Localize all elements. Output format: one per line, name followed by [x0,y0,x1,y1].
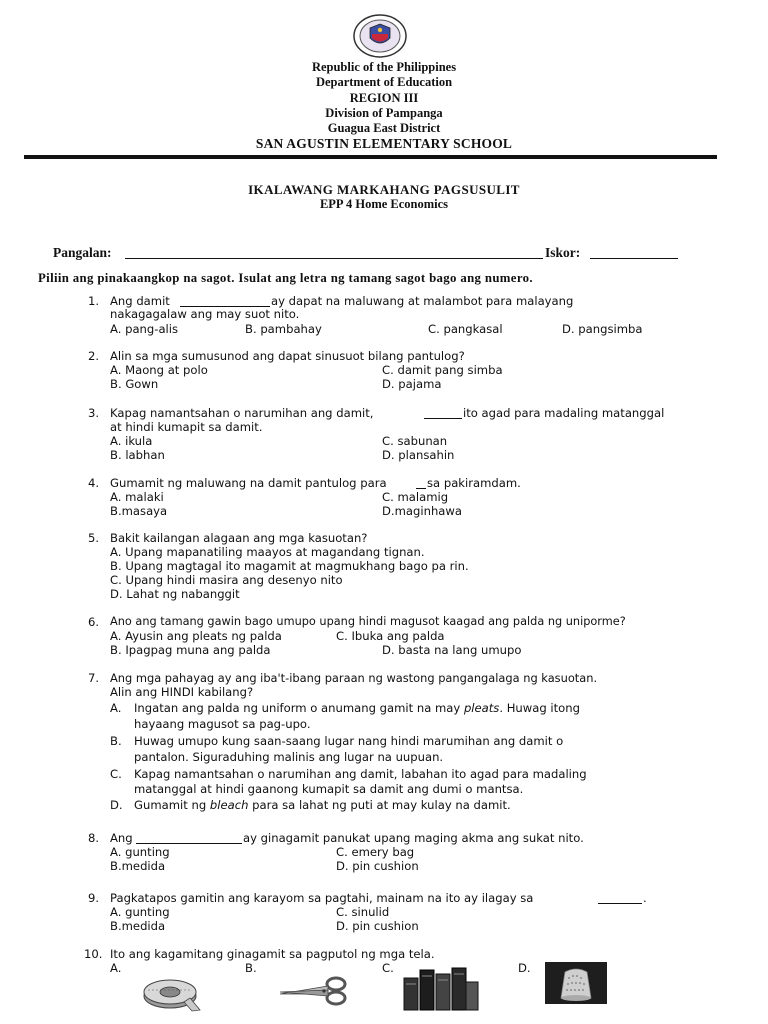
option-b-line2: pantalon. Siguraduhing malinis ang lugar na uupuan. [134,750,444,764]
header-department: Department of Education [315,75,453,89]
question-stem-cont: ay ginagamit panukat upang maging akma ang sukat nito. [243,831,584,845]
option-b: B. pambahay [245,322,322,336]
question-number: 3. [88,406,100,420]
option-c: C. sabunan [382,434,448,448]
option-c: C. damit pang simba [382,363,503,377]
question-number: 4. [88,476,100,490]
question-stem: Ang [110,831,133,845]
option-d: D. Lahat ng nabanggit [110,587,240,601]
option-a: A. [110,961,122,975]
option-a [134,701,580,715]
option-b: B.masaya [110,504,168,518]
option-a-letter: A. [110,701,122,715]
question-number: 5. [88,531,100,545]
question-stem: Ito ang kagamitang ginagamit sa pagputol ng mga tela. [110,947,435,961]
option-a-text: Ingatan ang palda ng uniform o anumang gamit na may [134,701,464,715]
question-stem: Gumamit ng maluwang na damit pantulog para [110,476,387,490]
name-blank[interactable] [125,258,543,259]
thread-spools-icon [400,964,480,1014]
option-c: C. Upang hindi masira ang desenyo nito [110,573,343,587]
question-number: 7. [88,671,100,685]
name-label: Pangalan: [53,245,112,260]
question-stem: Pagkatapos gamitin ang karayom sa pagtahi, mainam na ito ay ilagay sa [110,891,534,905]
question-stem-line2: at hindi kumapit sa damit. [110,420,263,434]
option-c: C. Ibuka ang palda [336,629,445,643]
score-blank[interactable] [590,258,678,259]
option-a: A. Upang mapanatiling maayos at magandang tignan. [110,545,425,559]
option-a: A. ikula [110,434,153,448]
question-stem-line2: Alin ang HINDI kabilang? [110,685,254,699]
header-republic: Republic of the Philippines [311,60,457,74]
exam-subtitle: EPP 4 Home Economics [319,197,449,211]
option-d: D. pangsimba [562,322,643,336]
question-number: 8. [88,831,100,845]
option-a: A. malaki [110,490,164,504]
question-stem-cont: ay dapat na maluwang at malambot para malayang [271,294,574,308]
option-a: A. gunting [110,905,170,919]
option-b: B. [245,961,257,975]
question-stem: Ano ang tamang gawin bago umupo upang hindi magusot kaagad ang palda ng uniporme? [110,615,626,628]
option-a: A. gunting [110,845,170,859]
header-region: REGION III [349,91,419,105]
option-b: B. Upang magtagal ito magamit at magmukhang bago pa rin. [110,559,469,573]
header-divider [24,155,717,159]
option-d: D. pin cushion [336,919,419,933]
exam-title: IKALAWANG MARKAHANG PAGSUSULIT [248,182,520,197]
option-c-line2: matanggal at hindi gaanong kumapit sa damit ang dumi o mantsa. [134,782,524,796]
option-c: Kapag namantsahan o narumihan ang damit, labahan ito agad para madaling [134,767,587,781]
option-c: C. [382,961,394,975]
option-b: B.medida [110,859,166,873]
answer-blank [136,843,242,844]
option-b-letter: B. [110,734,122,748]
option-b: Huwag umupo kung saan-saang lugar nang hindi marumihan ang damit o [134,734,564,748]
option-d: D. plansahin [382,448,455,462]
option-d-italic: bleach [209,798,249,812]
option-a: A. Maong at polo [110,363,208,377]
name-score-row [38,245,678,263]
option-c: C. emery bag [336,845,415,859]
question-stem-cont: sa pakiramdam. [427,476,521,490]
option-d-letter: D. [110,798,123,812]
option-c: C. pangkasal [428,322,503,336]
question-number: 6. [88,615,100,629]
question-stem: Alin sa mga sumusunod ang dapat sinusuot bilang pantulog? [110,349,465,363]
option-b: B.medida [110,919,166,933]
option-c: C. sinulid [336,905,390,919]
question-stem-cont: ito agad para madaling matanggal [463,406,665,420]
header-school: SAN AGUSTIN ELEMENTARY SCHOOL [255,136,513,151]
question-stem: Ang mga pahayag ay ang iba't-ibang paraan ng wastong pangangalaga ng kasuotan. [110,671,598,685]
question-stem: Kapag namantsahan o narumihan ang damit, [110,406,374,420]
option-b: B. Ipagpag muna ang palda [110,643,271,657]
question-stem: Ang damit [110,294,170,308]
question-number: 1. [88,294,100,308]
question-stem: Bakit kailangan alagaan ang mga kasuotan? [110,531,368,545]
question-stem-line2: nakagagalaw ang may suot nito. [110,307,300,321]
option-a-line2: hayaang magusot sa pag-upo. [134,717,311,731]
measuring-tape-icon [140,972,202,1012]
option-c-letter: C. [110,767,122,781]
score-label: Iskor: [545,245,581,260]
thimble-icon [545,962,607,1004]
instructions: Piliin ang pinakaangkop na sagot. Isulat ang letra ng tamang sagot bago ang numero. [38,271,533,285]
option-d [134,798,511,812]
question-number: 2. [88,349,100,363]
option-b: B. labhan [110,448,165,462]
header-division: Division of Pampanga [325,106,443,120]
header-district: Guagua East District [327,121,441,135]
option-d: D. basta na lang umupo [382,643,522,657]
option-d: D.maginhawa [382,504,462,518]
option-d: D. [518,961,531,975]
option-d-text-end: para sa lahat ng puti at may kulay na damit. [248,798,511,812]
option-c: C. malamig [382,490,449,504]
option-a: A. pang-alis [110,322,179,336]
option-a-text-end: . Huwag itong [499,701,580,715]
answer-blank [598,903,642,904]
option-a-italic: pleats [463,701,500,715]
deped-seal-icon [352,14,408,58]
option-d: D. pin cushion [336,859,419,873]
option-d: D. pajama [382,377,442,391]
option-a: A. Ayusin ang pleats ng palda [110,629,282,643]
answer-blank [416,488,426,489]
option-b: B. Gown [110,377,159,391]
question-number: 9. [88,891,100,905]
question-stem-cont: . [643,891,647,905]
option-d-text: Gumamit ng [134,798,210,812]
question-number: 10. [84,947,103,961]
answer-blank [424,418,462,419]
scissors-icon [276,974,348,1008]
